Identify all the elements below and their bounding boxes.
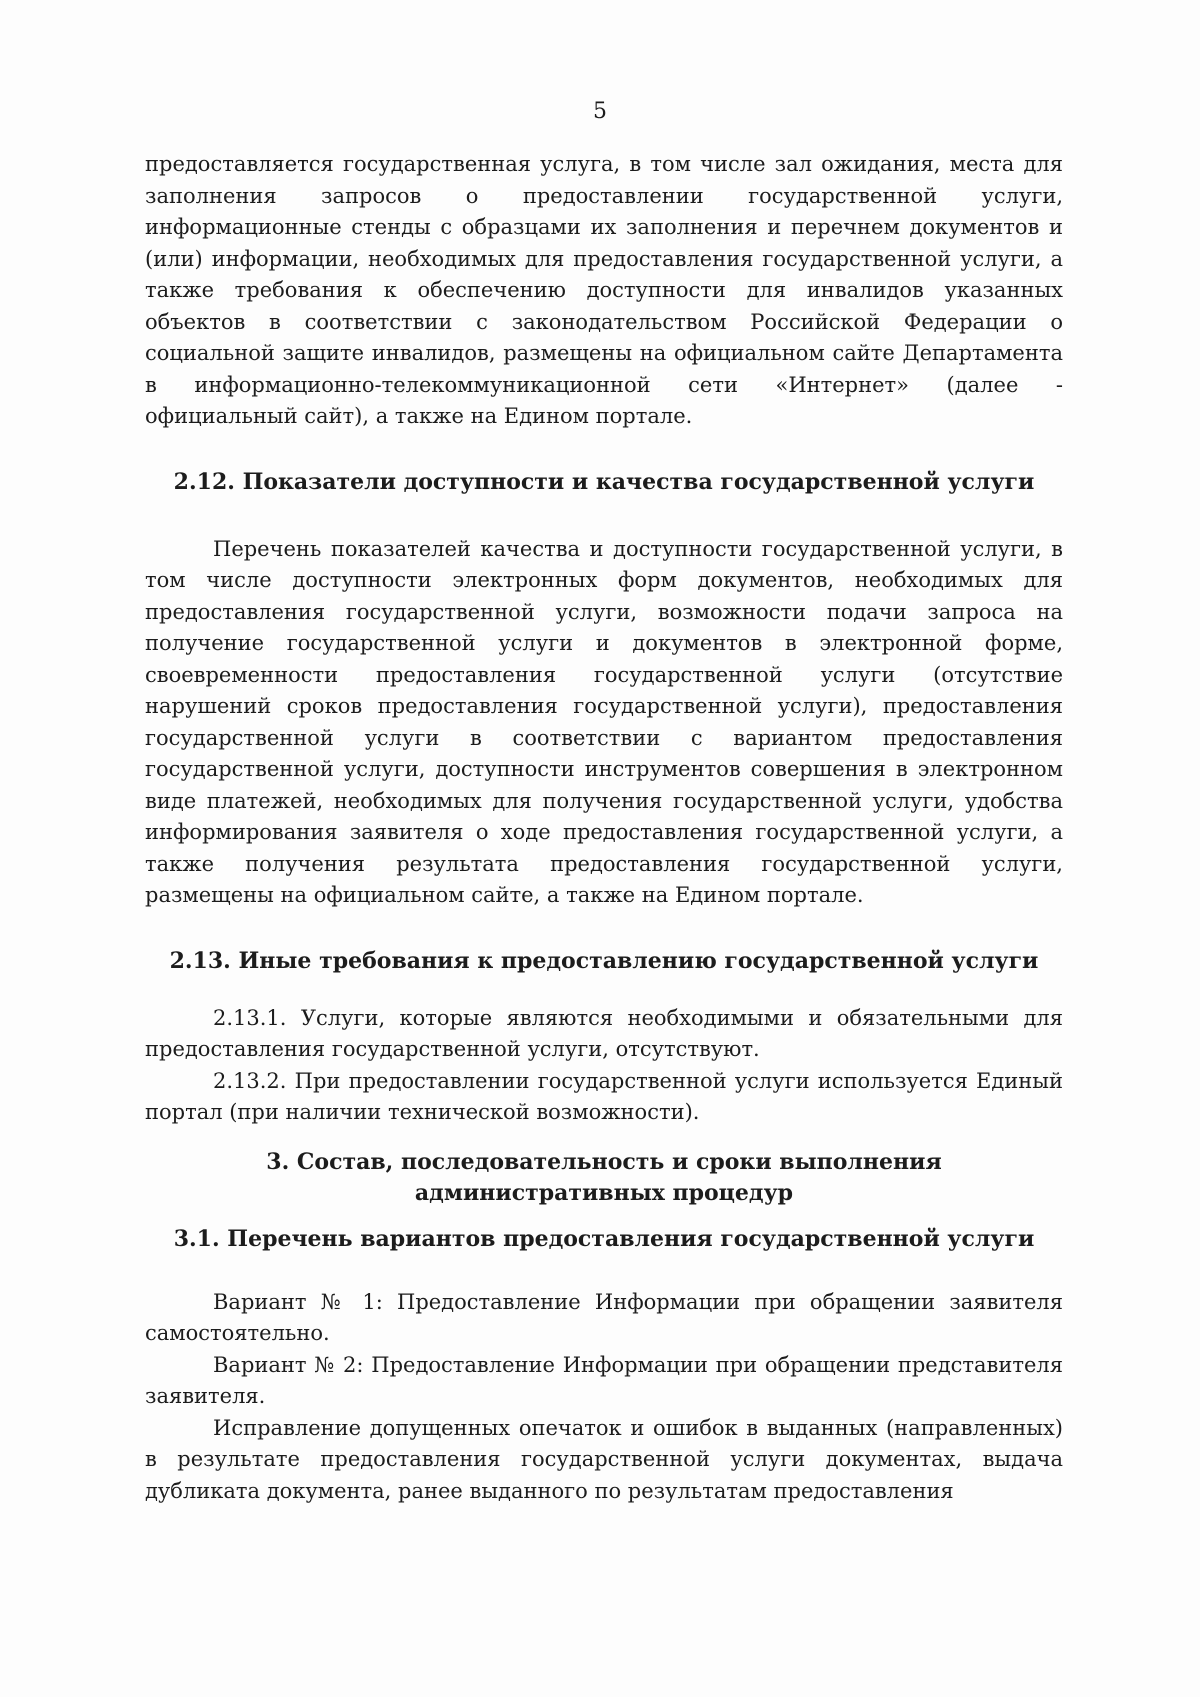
paragraph-variant-1: Вариант № 1: Предоставление Информации при обращении заявителя самостоятельно.: [145, 1289, 1063, 1345]
paragraph-variant-2: Вариант № 2: Предоставление Информации при обращении представителя заявителя.: [145, 1352, 1063, 1408]
heading-section-3: 3. Состав, последовательность и сроки выполнения административных процедур: [266, 1148, 942, 1206]
heading-2-13: 2.13. Иные требования к предоставлению государственной услуги: [169, 947, 1039, 974]
heading-3-1: 3.1. Перечень вариантов предоставления государственной услуги: [173, 1225, 1035, 1252]
heading-2-12: 2.12. Показатели доступности и качества государственной услуги: [173, 468, 1035, 495]
page-number: 5: [593, 99, 607, 124]
paragraph-2-12: Перечень показателей качества и доступности государственной услуги, в том числе доступности электронных форм документов, необходимых для предоставления государственной услуги, возможности подачи запроса на получение государственной услуги и документов в электронной форме, своевременности предоставления государственной услуги (отсутствие нарушений сроков предоставления государственной услуги), предоставления государственной услуги в соответствии с вариантом предоставления государственной услуги, доступности инструментов совершения в электронном виде платежей, необходимых для получения государственной услуги, удобства информирования заявителя о ходе предоставления государственной услуги, а также получения результата предоставления государственной услуги, размещены на официальном сайте, а также на Едином портале.: [145, 536, 1063, 907]
paragraph-intro: предоставляется государственная услуга, в том числе зал ожидания, места для заполнения запросов о предоставлении государственной услуги, информационные стенды с образцами их заполнения и перечнем документов и (или) информации, необходимых для предоставления государственной услуги, а также требования к обеспечению доступности для инвалидов указанных объектов в соответствии с законодательством Российской Федерации о социальной защите инвалидов, размещены на официальном сайте Департамента в информационно-телекоммуникационной сети «Интернет» (далее - официальный сайт), а также на Едином портале.: [145, 152, 1063, 428]
paragraph-2-13-1: 2.13.1. Услуги, которые являются необходимыми и обязательными для предоставления государственной услуги, отсутствуют.: [145, 1005, 1063, 1061]
document-body: [145, 149, 1063, 1507]
paragraph-2-13-2: 2.13.2. При предоставлении государственной услуги используется Единый портал (при наличии технической возможности).: [145, 1068, 1063, 1124]
paragraph-correction: Исправление допущенных опечаток и ошибок в выданных (направленных) в результате предоставления государственной услуги документах, выдача дубликата документа, ранее выданного по результатам предоставления: [145, 1415, 1063, 1503]
